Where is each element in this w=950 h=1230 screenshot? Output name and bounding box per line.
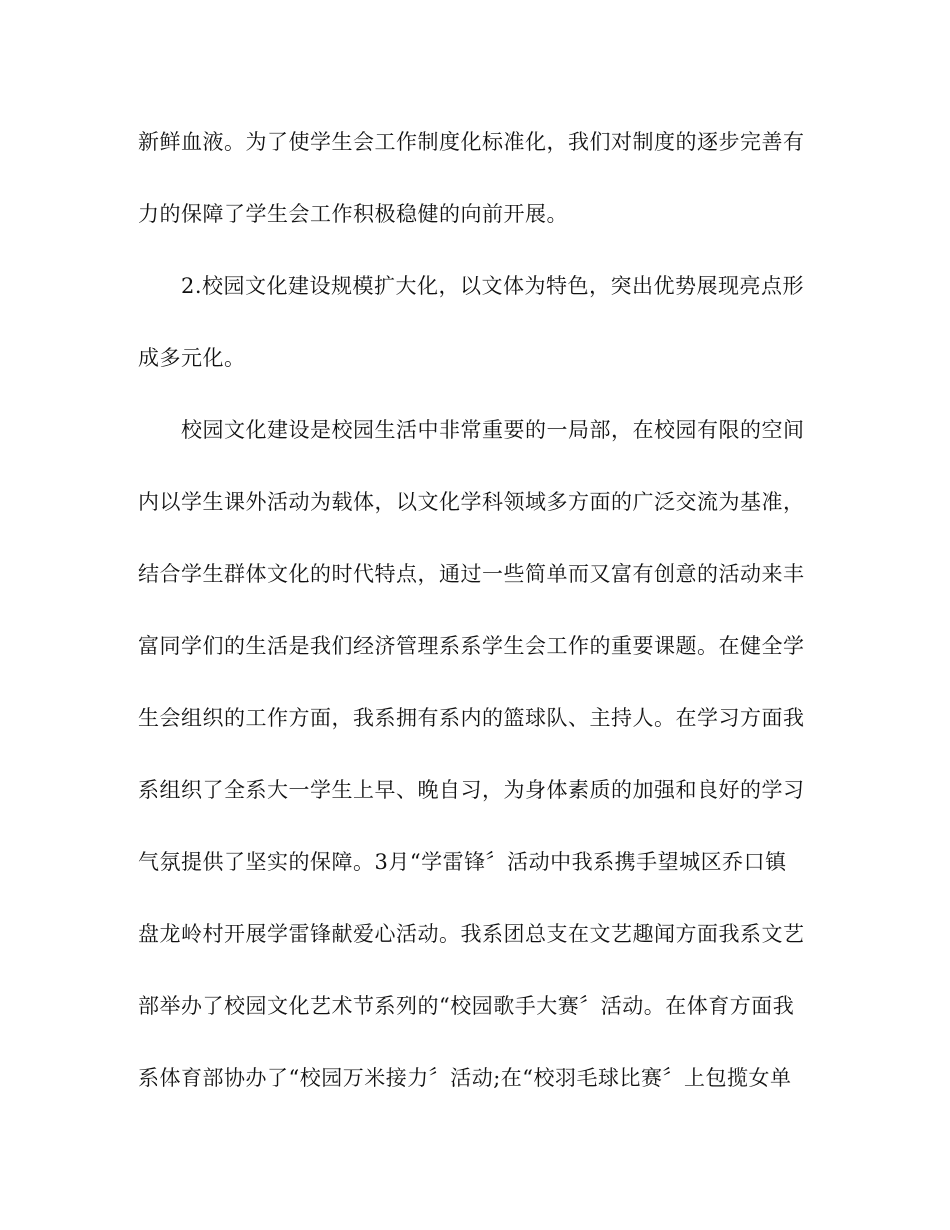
- text-line-8: 富同学们的生活是我们经济管理系系学生会工作的重要课题。在健全学: [138, 634, 805, 658]
- text-line-14: 系体育部协办了“校园万米接力〞活动;在“校羽毛球比赛〞上包揽女单: [138, 1066, 792, 1090]
- text-line-6: 内以学生课外活动为载体，以文化学科领域多方面的广泛交流为基准，: [138, 490, 805, 514]
- text-line-10: 系组织了全系大一学生上早、晚自习，为身体素质的加强和良好的学习: [138, 778, 805, 802]
- text-line-13: 部举办了校园文化艺术节系列的“校园歌手大赛〞活动。在体育方面我: [138, 994, 795, 1018]
- text-line-9: 生会组织的工作方面，我系拥有系内的篮球队、主持人。在学习方面我: [138, 706, 805, 730]
- text-line-1: 新鲜血液。为了使学生会工作制度化标准化，我们对制度的逐步完善有: [138, 130, 805, 154]
- text-line-5: 校园文化建设是校园生活中非常重要的一局部，在校园有限的空间: [181, 418, 805, 442]
- text-line-3: 2.校园文化建设规模扩大化，以文体为特色，突出优势展现亮点形: [181, 274, 805, 298]
- text-line-2: 力的保障了学生会工作积极稳健的向前开展。: [138, 202, 568, 226]
- text-line-7: 结合学生群体文化的时代特点，通过一些简单而又富有创意的活动来丰: [138, 562, 805, 586]
- text-line-12: 盘龙岭村开展学雷锋献爱心活动。我系团总支在文艺趣闻方面我系文艺: [138, 922, 805, 946]
- text-line-4: 成多元化。: [138, 346, 246, 370]
- text-line-11: 气氛提供了坚实的保障。3月“学雷锋〞活动中我系携手望城区乔口镇: [138, 850, 787, 874]
